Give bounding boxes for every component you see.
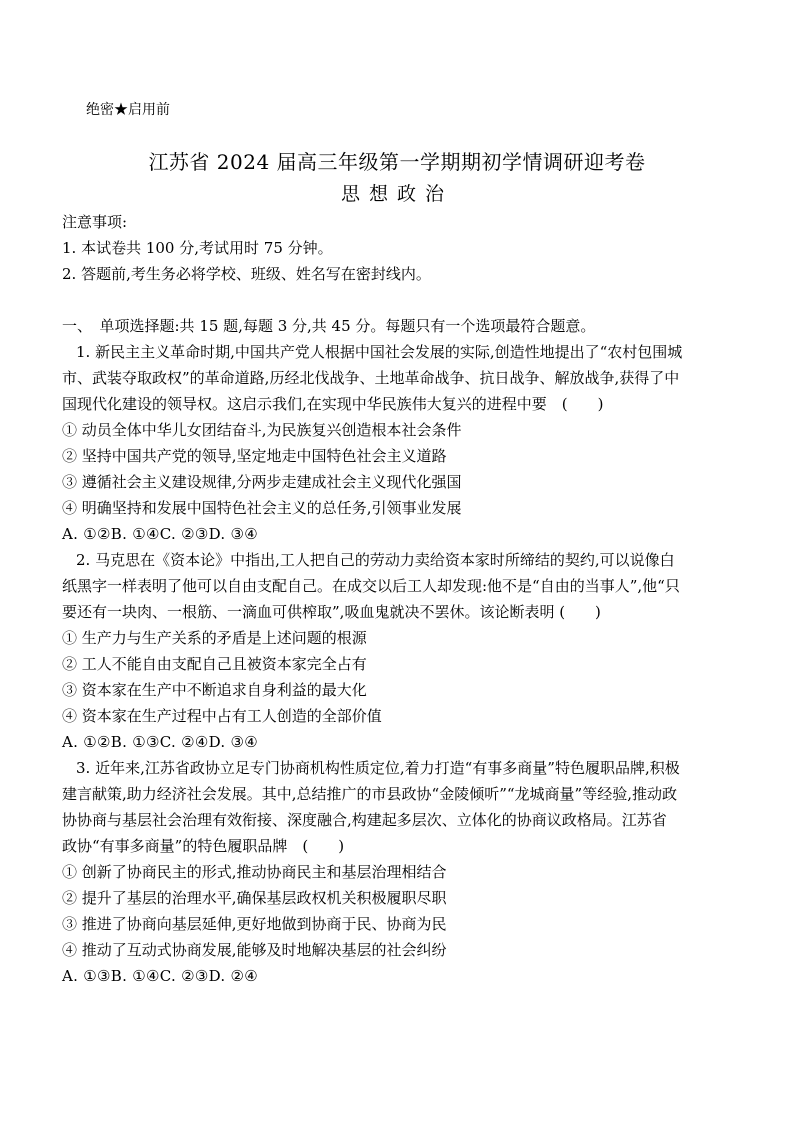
option-item: ① 创新了协商民主的形式,推动协商民主和基层治理相结合	[62, 863, 447, 881]
notice-heading: 注意事项:	[62, 213, 128, 231]
option-item: ① 生产力与生产关系的矛盾是上述问题的根源	[62, 629, 367, 647]
question-1	[62, 339, 732, 547]
notice-item: 1. 本试卷共 100 分,考试用时 75 分钟。	[62, 239, 333, 257]
question-stem-line: 2. 马克思在《资本论》中指出,工人把自己的劳动力卖给资本家时所缔结的契约,可以说像白	[76, 551, 675, 569]
question-2	[62, 547, 732, 755]
notice-block	[62, 209, 732, 287]
question-stem-line: 1. 新民主主义革命时期,中国共产党人根据中国社会发展的实际,创造性地提出了“农村包围城	[76, 343, 683, 361]
option-item: ① 动员全体中华儿女团结奋斗,为民族复兴创造根本社会条件	[62, 421, 462, 439]
section-heading: 一、 单项选择题:共 15 题,每题 3 分,共 45 分。每题只有一个选项最符合题意。	[62, 317, 596, 335]
question-stem-line: 市、武装夺取政权”的革命道路,历经北伐战争、土地革命战争、抗日战争、解放战争,获得了中	[62, 369, 680, 387]
question-3	[62, 755, 732, 989]
subject-title: 思想政治	[340, 183, 453, 205]
question-stem-line: 国现代化建设的领导权。这启示我们,在实现中华民族伟大复兴的进程中要 ( )	[62, 395, 604, 413]
question-stem-line: 要还有一块肉、一根筋、一滴血可供榨取”,吸血鬼就决不罢休。该论断表明 ( )	[62, 603, 601, 621]
question-stem-line: 协协商与基层社会治理有效衔接、深度融合,构建起多层次、立体化的协商议政格局。江苏省	[62, 811, 667, 829]
option-item: ③ 推进了协商向基层延伸,更好地做到协商于民、协商为民	[62, 915, 447, 933]
option-item: ④ 明确坚持和发展中国特色社会主义的总任务,引领事业发展	[62, 499, 462, 517]
option-item: ④ 推动了互动式协商发展,能够及时地解决基层的社会纠纷	[62, 941, 447, 959]
notice-item: 2. 答题前,考生务必将学校、班级、姓名写在密封线内。	[62, 265, 431, 283]
exam-title: 江苏省 2024 届高三年级第一学期期初学情调研迎考卷	[148, 150, 646, 174]
option-item: ② 工人不能自由支配自己且被资本家完全占有	[62, 655, 367, 673]
question-stem-line: 3. 近年来,江苏省政协立足专门协商机构性质定位,着力打造“有事多商量”特色履职品牌,积极	[76, 759, 680, 777]
question-stem-line: 政协“有事多商量”的特色履职品牌 ( )	[62, 837, 345, 855]
answer-choices: A. ①②B. ①④C. ②③D. ③④	[62, 525, 259, 543]
option-item: ③ 遵循社会主义建设规律,分两步走建成社会主义现代化强国	[62, 473, 462, 491]
confidential-label: 绝密★启用前	[86, 102, 170, 118]
option-item: ③ 资本家在生产中不断追求自身利益的最大化	[62, 681, 367, 699]
single-choice-section	[62, 313, 732, 989]
option-item: ② 坚持中国共产党的领导,坚定地走中国特色社会主义道路	[62, 447, 447, 465]
answer-choices: A. ①③B. ①④C. ②③D. ②④	[62, 967, 259, 985]
answer-choices: A. ①②B. ①③C. ②④D. ③④	[62, 733, 259, 751]
option-item: ② 提升了基层的治理水平,确保基层政权机关积极履职尽职	[62, 889, 447, 907]
question-stem-line: 建言献策,助力经济社会发展。其中,总结推广的市县政协“金陵倾听”“龙城商量”等经验,推动政	[62, 785, 677, 803]
question-stem-line: 纸黑字一样表明了他可以自由支配自己。在成交以后工人却发现:他不是“自由的当事人”,他“只	[62, 577, 680, 595]
option-item: ④ 资本家在生产过程中占有工人创造的全部价值	[62, 707, 382, 725]
